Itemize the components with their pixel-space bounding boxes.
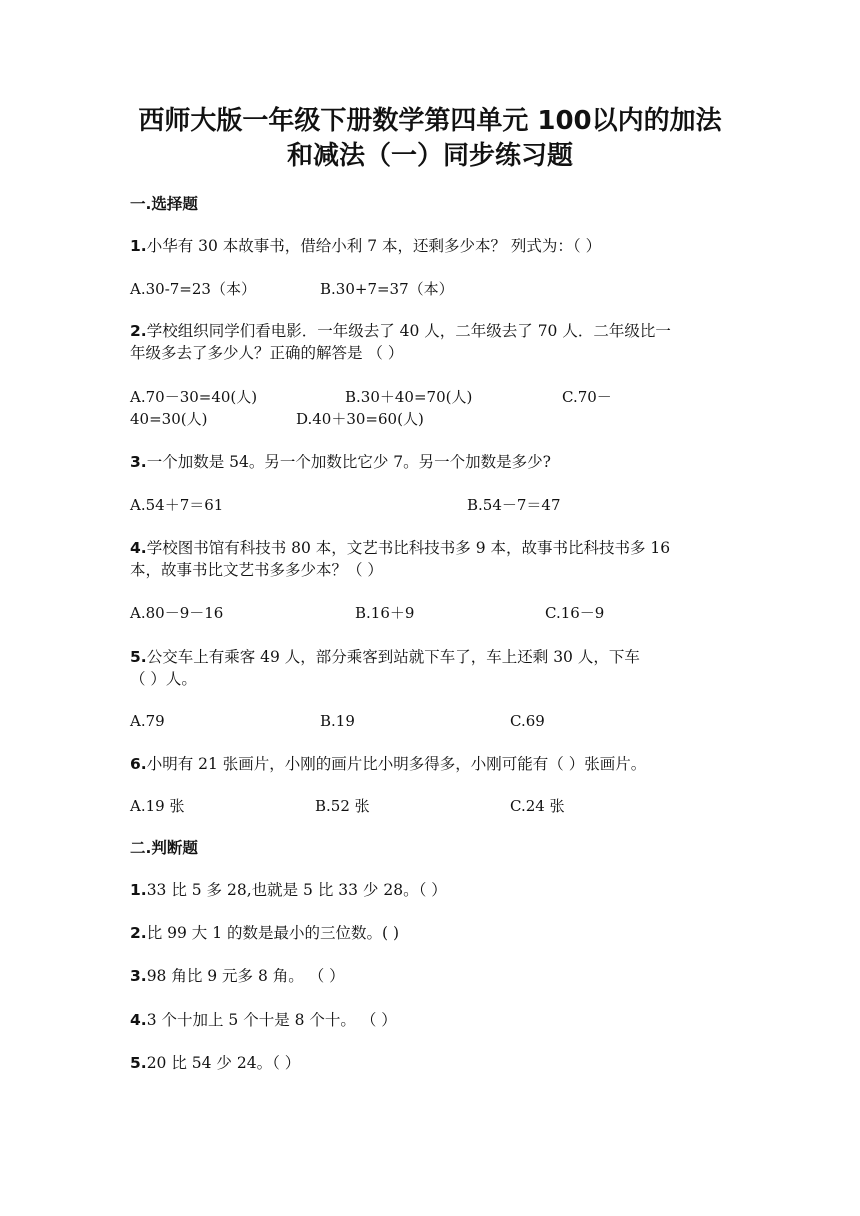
choice-question-3 bbox=[130, 451, 730, 473]
question-text: 比 99 大 1 的数是最小的三位数。( ) bbox=[146, 924, 400, 942]
option-b: B.30＋40=70(人) bbox=[345, 388, 473, 406]
option-c: C.70－ bbox=[562, 388, 612, 406]
option-a: A.70－30=40(人) bbox=[130, 388, 258, 406]
question-number: 4. bbox=[130, 539, 147, 557]
choice-question-6 bbox=[130, 753, 730, 775]
choice-question-5-line-2: （ ）人。 bbox=[130, 670, 197, 688]
question-number: 1. bbox=[130, 237, 147, 255]
option-a: A.30-7=23（本） bbox=[130, 280, 256, 298]
option-a: A.80－9－16 bbox=[130, 604, 224, 622]
question-text: 20 比 54 少 24。（ ） bbox=[146, 1054, 301, 1072]
option-a: A.54＋7＝61 bbox=[130, 496, 224, 514]
option-b: B.54－7＝47 bbox=[467, 496, 561, 514]
question-text: 公交车上有乘客 49 人，部分乘客到站就下车了，车上还剩 30 人，下车 bbox=[146, 648, 640, 666]
question-number: 4. bbox=[130, 1011, 147, 1029]
section-heading-choice: 一.选择题 bbox=[130, 195, 198, 213]
option-c-continued: 40=30(人) bbox=[130, 410, 208, 428]
choice-question-5 bbox=[130, 646, 730, 668]
question-number: 2. bbox=[130, 322, 147, 340]
option-b: B.30+7=37（本） bbox=[320, 280, 454, 298]
question-number: 3. bbox=[130, 453, 147, 471]
judge-question-5 bbox=[130, 1052, 730, 1074]
question-text: 33 比 5 多 28,也就是 5 比 33 少 28。（ ） bbox=[146, 881, 447, 899]
question-text: 小华有 30 本故事书，借给小利 7 本，还剩多少本？ 列式为：（ ） bbox=[146, 237, 602, 255]
question-number: 3. bbox=[130, 967, 147, 985]
choice-question-2-line-2: 年级多去了多少人？正确的解答是 （ ） bbox=[130, 344, 404, 362]
question-text: 一个加数是 54。另一个加数比它少 7。另一个加数是多少? bbox=[146, 453, 551, 471]
question-text: 98 角比 9 元多 8 角。 （ ） bbox=[146, 967, 345, 985]
question-number: 6. bbox=[130, 755, 147, 773]
option-b: B.16＋9 bbox=[355, 604, 415, 622]
judge-question-4 bbox=[130, 1009, 730, 1031]
option-c: C.16－9 bbox=[545, 604, 605, 622]
option-a: A.79 bbox=[130, 712, 165, 730]
choice-question-4-line-2: 本，故事书比文艺书多多少本？（ ） bbox=[130, 561, 383, 579]
option-d: D.40＋30=60(人) bbox=[296, 410, 424, 428]
option-b: B.52 张 bbox=[315, 797, 370, 815]
question-text: 小明有 21 张画片，小刚的画片比小明多得多，小刚可能有（ ）张画片。 bbox=[146, 755, 647, 773]
page-title-line-1: 西师大版一年级下册数学第四单元 100以内的加法 bbox=[138, 106, 722, 136]
judge-question-2 bbox=[130, 922, 730, 944]
question-number: 5. bbox=[130, 648, 147, 666]
choice-question-2 bbox=[130, 320, 730, 342]
option-c: C.24 张 bbox=[510, 797, 565, 815]
option-c: C.69 bbox=[510, 712, 545, 730]
question-number: 2. bbox=[130, 924, 147, 942]
question-number: 1. bbox=[130, 881, 147, 899]
judge-question-1 bbox=[130, 879, 730, 901]
question-text: 学校组织同学们看电影．一年级去了 40 人，二年级去了 70 人．二年级比一 bbox=[146, 322, 671, 340]
option-b: B.19 bbox=[320, 712, 355, 730]
option-a: A.19 张 bbox=[130, 797, 185, 815]
question-text: 学校图书馆有科技书 80 本，文艺书比科技书多 9 本，故事书比科技书多 16 bbox=[146, 539, 671, 557]
section-heading-judge: 二.判断题 bbox=[130, 839, 198, 857]
choice-question-4 bbox=[130, 537, 730, 559]
question-text: 3 个十加上 5 个十是 8 个十。 （ ） bbox=[146, 1011, 397, 1029]
page-title-line-2: 和减法（一）同步练习题 bbox=[286, 141, 573, 171]
question-number: 5. bbox=[130, 1054, 147, 1072]
choice-question-1 bbox=[130, 235, 730, 257]
judge-question-3 bbox=[130, 965, 730, 987]
